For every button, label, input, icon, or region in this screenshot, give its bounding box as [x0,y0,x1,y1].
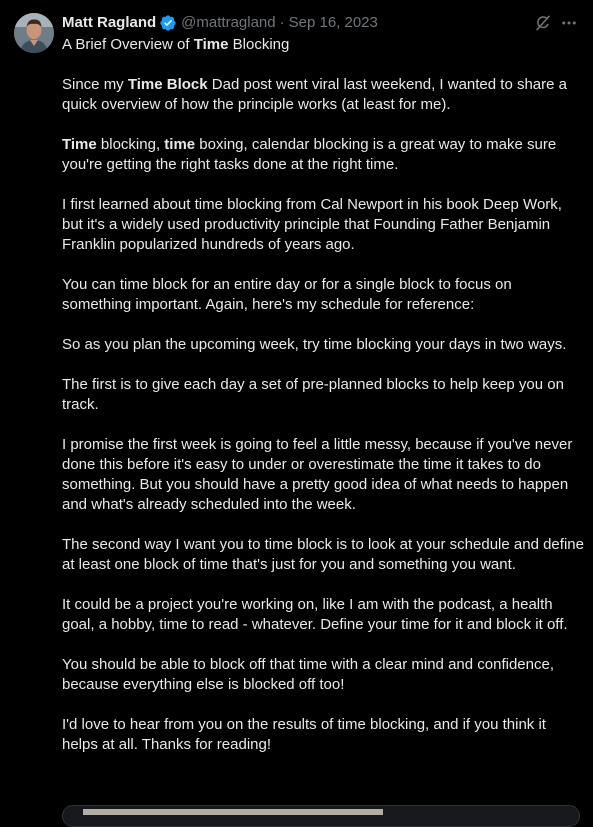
paragraph-two-ways: So as you plan the upcoming week, try time blocking your days in two ways. [62,336,567,353]
paragraph-second-way: The second way I want you to time block is to look at your schedule and define at least one block of time that's just for you and something you want. [62,536,584,573]
tweet-header [62,13,378,33]
tweet-body [62,35,584,775]
paragraph-clear-mind: You should be able to block off that time with a clear mind and confidence, because everything else is blocked off too! [62,656,554,693]
paragraph-schedule: You can time block for an entire day or for a single block to focus on something important. Again, here's my schedule for reference: [62,276,512,313]
post-title: A Brief Overview of Time Blocking [62,36,290,53]
post-date[interactable]: Sep 16, 2023 [288,14,378,31]
paragraph-origin: I first learned about time blocking from Cal Newport in his book Deep Work, but it's a widely used productivity principle that Founding Father Benjamin Franklin popularized hundreds of years ago. [62,196,562,253]
tweet-actions [533,13,579,33]
author-handle[interactable]: @mattragland [181,14,276,31]
paragraph-closing: I'd love to hear from you on the results of time blocking, and if you think it helps at all. Thanks for reading! [62,716,546,753]
paragraph-project: It could be a project you're working on, like I am with the podcast, a health goal, a hobby, time to read - whatever. Define your time for it and block it off. [62,596,568,633]
paragraph-definition: Time blocking, time boxing, calendar blocking is a great way to make sure you're getting the right tasks done at the right time. [62,136,557,173]
verified-badge-icon[interactable] [159,14,177,32]
paragraph-promise: I promise the first week is going to feel a little messy, because if you've never done this before it's easy to under or overestimate the time it takes to do something. But you should have a pretty good idea of what needs to happen and what's already scheduled into the week. [62,436,573,513]
more-options-icon[interactable] [559,13,579,33]
attached-image-preview [83,809,383,815]
avatar[interactable] [14,13,54,53]
attached-image[interactable] [62,805,580,827]
avatar-image [14,13,54,53]
separator-dot: · [279,14,285,31]
paragraph-intro: Since my Time Block Dad post went viral last weekend, I wanted to share a quick overview of how the principle works (at least for me). [62,76,567,113]
paragraph-first-way: The first is to give each day a set of pre-planned blocks to help keep you on track. [62,376,564,413]
grok-icon[interactable] [533,13,553,33]
author-name[interactable]: Matt Ragland [62,14,157,31]
